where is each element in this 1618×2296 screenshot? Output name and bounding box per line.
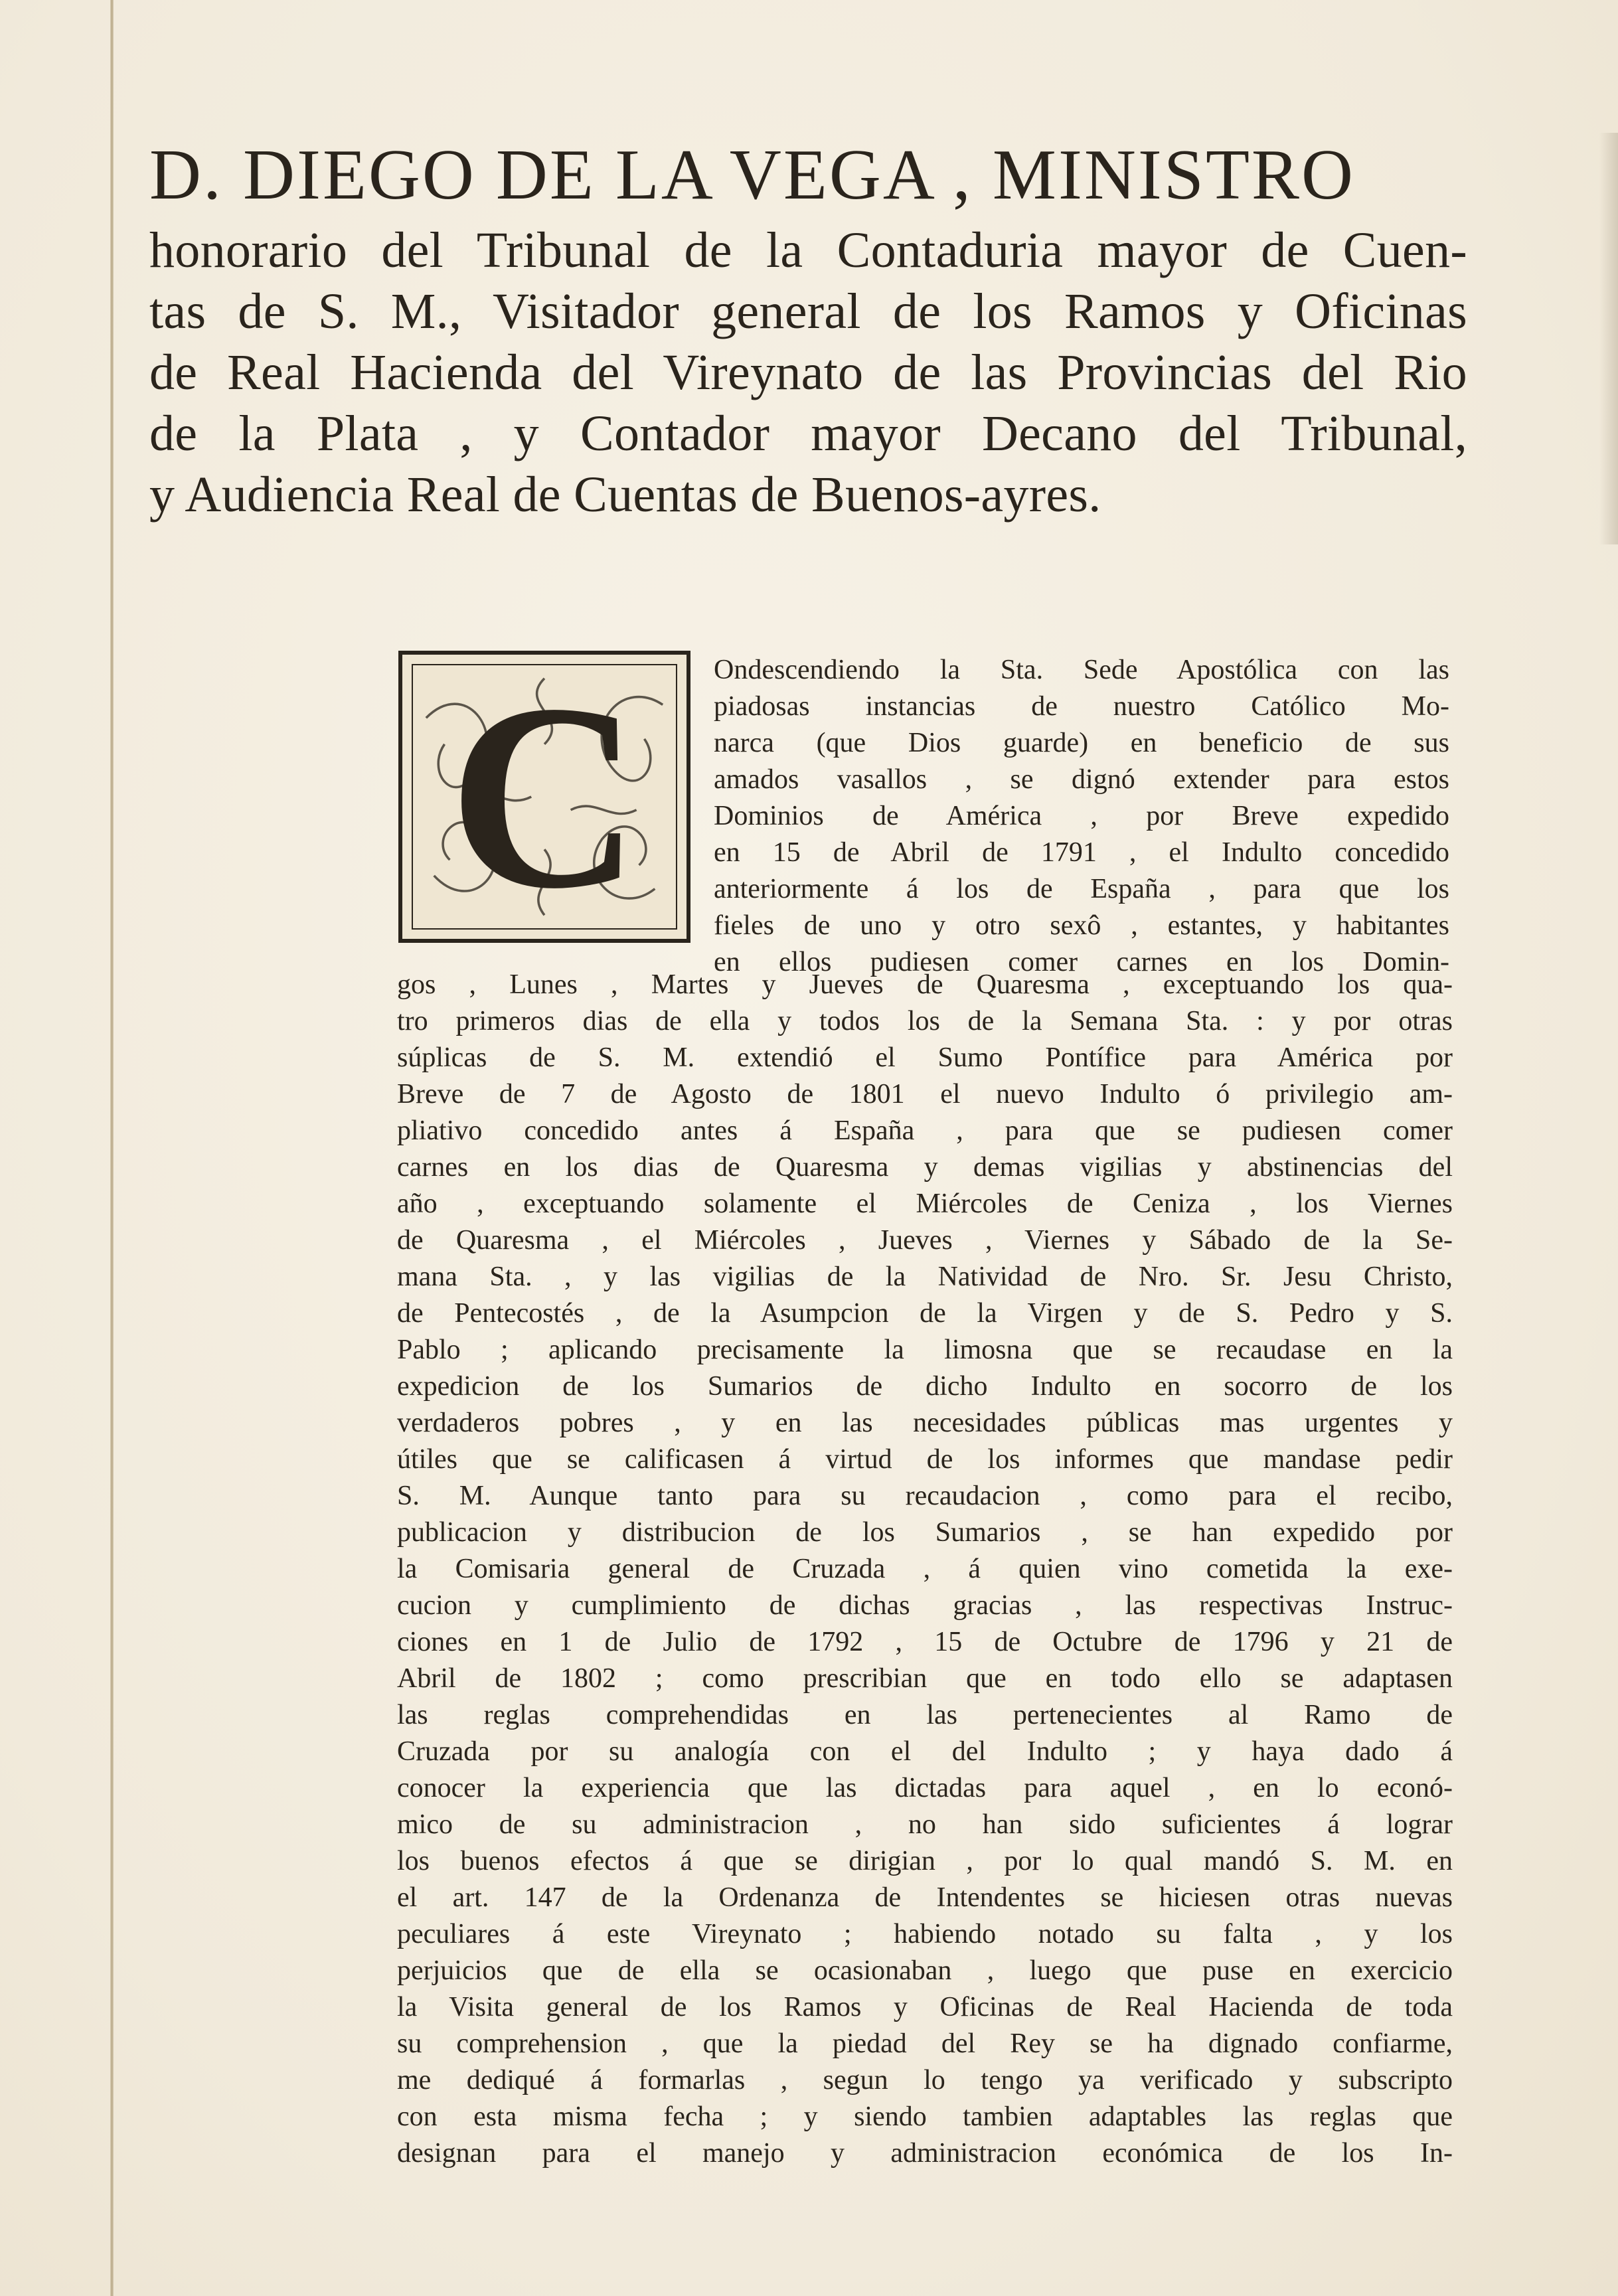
text-line: tro primeros dias de ella y todos los de la Semana Sta. : y por otras	[397, 1006, 1453, 1036]
text-line: en ellos pudiesen comer carnes en los Domin-	[714, 947, 1449, 977]
text-line: con esta misma fecha ; y siendo tambien adaptables las reglas que	[397, 2101, 1453, 2132]
text-line: Ondescendiendo la Sta. Sede Apostólica con las	[714, 655, 1449, 685]
text-line: publicacion y distribucion de los Sumarios , se han expedido por	[397, 1517, 1453, 1548]
text-line: expedicion de los Sumarios de dicho Indulto en socorro de los	[397, 1371, 1453, 1402]
text-line: la Visita general de los Ramos y Oficinas de Real Hacienda de toda	[397, 1992, 1453, 2022]
paragraph-opening	[714, 652, 1449, 981]
binding-fold	[110, 0, 114, 2296]
text-line: fieles de uno y otro sexô , estantes, y habitantes	[714, 910, 1449, 941]
text-line: gos , Lunes , Martes y Jueves de Quaresma , exceptuando los qua-	[397, 969, 1453, 1000]
text-line: mana Sta. , y las vigilias de la Natividad de Nro. Sr. Jesu Christo,	[397, 1262, 1453, 1292]
heading-title: D. DIEGO DE LA VEGA , MINISTRO	[149, 135, 1355, 214]
text-line: su comprehension , que la piedad del Rey se ha dignado confiarme,	[397, 2028, 1453, 2059]
text-line: los buenos efectos á que se dirigian , por lo qual mandó S. M. en	[397, 1846, 1453, 1876]
text-line: piadosas instancias de nuestro Católico Mo-	[714, 691, 1449, 722]
text-line: de Pentecostés , de la Asumpcion de la Virgen y de S. Pedro y S.	[397, 1298, 1453, 1329]
text-line: Cruzada por su analogía con el del Indulto ; y haya dado á	[397, 1736, 1453, 1767]
text-line: amados vasallos , se dignó extender para estos	[714, 764, 1449, 795]
text-line: narca (que Dios guarde) en beneficio de sus	[714, 728, 1449, 758]
heading-line: de Real Hacienda del Vireynato de las Provincias del Rio	[149, 345, 1467, 400]
text-line: anteriormente á los de España , para que los	[714, 874, 1449, 904]
text-line: la Comisaria general de Cruzada , á quien vino cometida la exe-	[397, 1554, 1453, 1584]
text-line: súplicas de S. M. extendió el Sumo Pontífice para América por	[397, 1042, 1453, 1073]
text-line: año , exceptuando solamente el Miércoles de Ceniza , los Viernes	[397, 1189, 1453, 1219]
heading-line: y Audiencia Real de Cuentas de Buenos-ayres.	[149, 467, 1101, 523]
text-line: pliativo concedido antes á España , para que se pudiesen comer	[397, 1115, 1453, 1146]
heading-line: de la Plata , y Contador mayor Decano del Tribunal,	[149, 406, 1467, 461]
document-heading	[149, 136, 1467, 525]
text-line: perjuicios que de ella se ocasionaban , luego que puse en exercicio	[397, 1955, 1453, 1986]
page-edge-shadow	[1599, 133, 1618, 544]
heading-line: tas de S. M., Visitador general de los Ramos y Oficinas	[149, 284, 1467, 339]
text-line: el art. 147 de la Ordenanza de Intendentes se hiciesen otras nuevas	[397, 1882, 1453, 1913]
text-line: conocer la experiencia que las dictadas para aquel , en lo econó-	[397, 1773, 1453, 1803]
text-line: me dediqué á formarlas , segun lo tengo ya verificado y subscripto	[397, 2065, 1453, 2095]
text-line: Dominios de América , por Breve expedido	[714, 801, 1449, 831]
text-line: Abril de 1802 ; como prescribian que en todo ello se adaptasen	[397, 1663, 1453, 1694]
ornamental-drop-cap	[398, 651, 690, 943]
text-line: ciones en 1 de Julio de 1792 , 15 de Octubre de 1796 y 21 de	[397, 1627, 1453, 1657]
text-line: útiles que se calificasen á virtud de los informes que mandase pedir	[397, 1444, 1453, 1475]
text-line: Pablo ; aplicando precisamente la limosna que se recaudase en la	[397, 1335, 1453, 1365]
text-line: carnes en los dias de Quaresma y demas vigilias y abstinencias del	[397, 1152, 1453, 1183]
text-line: designan para el manejo y administracion económica de los In-	[397, 2138, 1453, 2169]
drop-cap-letter: C	[448, 649, 641, 943]
text-line: peculiares á este Vireynato ; habiendo notado su falta , y los	[397, 1919, 1453, 1949]
text-line: las reglas comprehendidas en las pertenecientes al Ramo de	[397, 1700, 1453, 1730]
text-line: S. M. Aunque tanto para su recaudacion , como para el recibo,	[397, 1481, 1453, 1511]
text-line: de Quaresma , el Miércoles , Jueves , Viernes y Sábado de la Se-	[397, 1225, 1453, 1256]
text-line: Breve de 7 de Agosto de 1801 el nuevo Indulto ó privilegio am-	[397, 1079, 1453, 1109]
drop-cap-frame	[412, 649, 677, 943]
text-line: verdaderos pobres , y en las necesidades públicas mas urgentes y	[397, 1408, 1453, 1438]
text-line: cucion y cumplimiento de dichas gracias , las respectivas Instruc-	[397, 1590, 1453, 1621]
heading-line: honorario del Tribunal de la Contaduria mayor de Cuen-	[149, 222, 1467, 278]
paragraph-body	[397, 967, 1453, 2172]
text-line: en 15 de Abril de 1791 , el Indulto concedido	[714, 837, 1449, 868]
text-line: mico de su administracion , no han sido suficientes á lograr	[397, 1809, 1453, 1840]
